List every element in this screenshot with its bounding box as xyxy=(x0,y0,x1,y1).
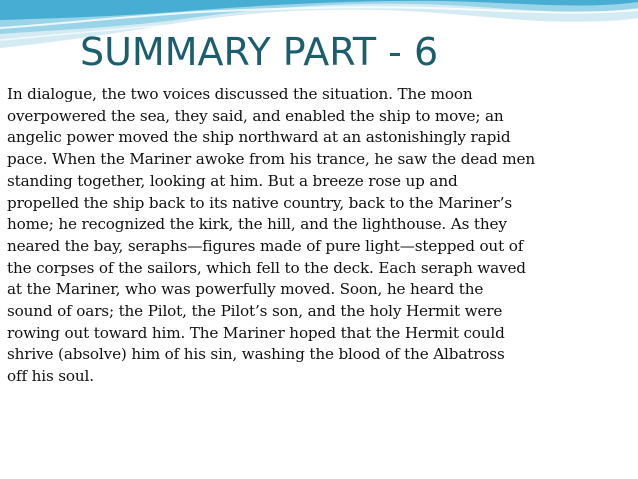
summary-line: neared the bay, seraphs—figures made of pure light—stepped out of xyxy=(7,236,524,255)
summary-line: home; he recognized the kirk, the hill, and the lighthouse. As they xyxy=(7,215,507,234)
summary-line: pace. When the Mariner awoke from his trance, he saw the dead men xyxy=(7,150,535,169)
summary-line: standing together, looking at him. But a breeze rose up and xyxy=(7,171,458,190)
summary-line: the corpses of the sailors, which fell to the deck. Each seraph waved xyxy=(7,258,526,277)
summary-line: angelic power moved the ship northward at an astonishingly rapid xyxy=(7,128,511,147)
summary-line: at the Mariner, who was powerfully moved. Soon, he heard the xyxy=(7,280,484,299)
summary-line: overpowered the sea, they said, and enabled the ship to move; an xyxy=(7,106,504,125)
slide-title: SUMMARY PART - 6 xyxy=(80,30,439,74)
summary-line: rowing out toward him. The Mariner hoped that the Hermit could xyxy=(7,323,505,342)
summary-line: off his soul. xyxy=(7,367,94,386)
summary-line: sound of oars; the Pilot, the Pilot’s son, and the holy Hermit were xyxy=(7,302,503,321)
summary-line: propelled the ship back to its native country, back to the Mariner’s xyxy=(7,193,512,212)
summary-line: shrive (absolve) him of his sin, washing the blood of the Albatross xyxy=(7,345,505,364)
summary-line: In dialogue, the two voices discussed the situation. The moon xyxy=(7,85,473,103)
summary-paragraph xyxy=(7,84,619,388)
